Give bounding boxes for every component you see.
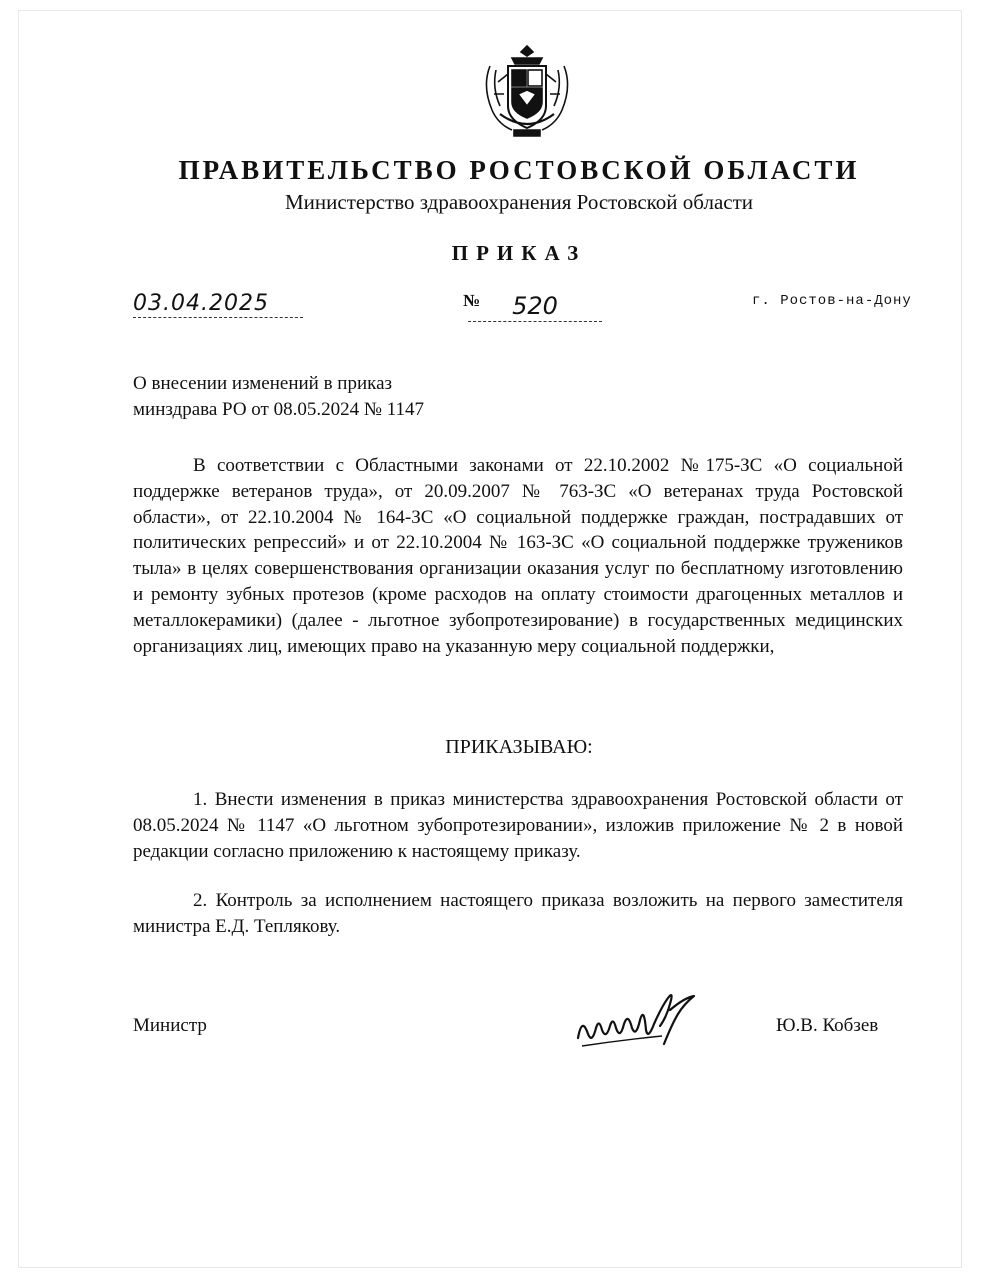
handwritten-signature-icon	[572, 990, 712, 1060]
order-item: 2. Контроль за исполнением настоящего приказа возложить на первого заместителя министра Е.Д. Теплякову.	[133, 890, 903, 937]
signer-name: Ю.В. Кобзев	[776, 1015, 879, 1036]
order-city: г. Ростов-на-Дону	[752, 293, 912, 309]
coat-of-arms-icon	[478, 42, 576, 142]
order-number-label: №	[463, 291, 481, 310]
subject-line: О внесении изменений в приказ	[133, 373, 393, 394]
organization-title: ПРАВИТЕЛЬСТВО РОСТОВСКОЙ ОБЛАСТИ	[178, 155, 860, 185]
decree-heading: ПРИКАЗЫВАЮ:	[445, 736, 593, 758]
order-date: 03.04.2025	[133, 291, 303, 318]
order-item: 1. Внести изменения в приказ министерства здравоохранения Ростовской области от 08.05.2024 № 1147 «О льготном зубопротезировании», изложив приложение № 2 в новой редакции согласно приложению к настоящему приказу.	[133, 789, 903, 862]
order-subject	[133, 371, 553, 423]
ministry-name: Министерство здравоохранения Ростовской области	[285, 190, 753, 214]
signer-title: Министр	[133, 1015, 207, 1036]
order-number: 520	[468, 291, 602, 322]
preamble-paragraph: В соответствии с Областными законами от 22.10.2002 №175-ЗС «О социальной поддержке ветеранов труда», от 20.09.2007 № 763-ЗС «О ветеранах труда Ростовской области», от 22.10.2004 № 164-ЗС «О социальной поддержке граждан, пострадавших от политических репрессий» и от 22.10.2004 № 163-ЗС «О социальной поддержке тружеников тыла» в целях совершенствования организации оказания услуг по бесплатному изготовлению и ремонту зубных протезов (кроме расходов на оплату стоимости драгоценных металлов и металлокерамики) (далее - льготное зубопротезирование) в государственных медицинских организациях лиц, имеющих право на указанную меру социальной поддержки,	[133, 455, 903, 657]
subject-line: минздрава РО от 08.05.2024 № 1147	[133, 399, 425, 420]
document-type: ПРИКАЗ	[451, 241, 587, 265]
